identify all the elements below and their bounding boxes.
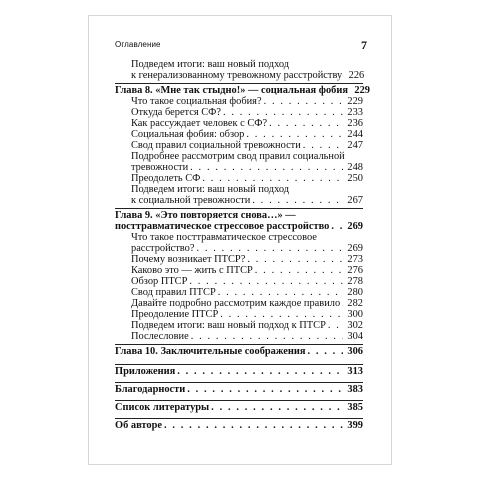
dot-leader [190, 162, 343, 173]
dot-leader [328, 320, 343, 331]
dot-leader [196, 243, 343, 254]
divider [115, 83, 363, 84]
toc-entry-page: 304 [347, 331, 363, 342]
dot-leader [331, 221, 343, 232]
back-matter-title: Приложения [115, 366, 176, 377]
back-matter-entry [115, 402, 363, 413]
toc-entry-page: 229 [347, 96, 363, 107]
toc-entry [115, 140, 363, 151]
toc-entry [115, 96, 363, 107]
chapter-heading [115, 346, 363, 357]
toc-entry-text: Подведем итоги: ваш новый подход к ПТСР [131, 320, 326, 331]
toc-entry [115, 173, 363, 184]
toc-entry-page: 300 [347, 309, 363, 320]
back-matter-title: Благодарности [115, 384, 186, 395]
back-matter-page: 399 [347, 420, 363, 431]
toc-entry-page: 269 [347, 243, 363, 254]
dot-leader [164, 420, 343, 431]
dot-leader [247, 254, 343, 265]
toc-entry-text: Почему возникает ПТСР? [131, 254, 246, 265]
toc-entry-text: Свод правил ПТСР [131, 287, 216, 298]
toc-entry-page: 248 [347, 162, 363, 173]
dot-leader [189, 276, 343, 287]
dot-leader [252, 195, 343, 206]
dot-leader [264, 96, 343, 107]
toc-entry [115, 254, 363, 265]
toc-entry-text: Послесловие [131, 331, 189, 342]
toc-entry [115, 129, 363, 140]
toc-entry-page: 226 [348, 70, 365, 81]
toc-entry-line: Что такое посттравматическое стрессовое [131, 232, 317, 243]
toc-entry [115, 298, 363, 309]
toc-entry [115, 107, 363, 118]
back-matter-entry [115, 420, 363, 431]
back-matter-page: 385 [347, 402, 363, 413]
toc-entry-text: расстройство? [131, 243, 195, 254]
toc-entry [115, 70, 363, 81]
toc-entry-page: 233 [347, 107, 363, 118]
chapter-page: 229 [354, 85, 370, 96]
dot-leader [218, 287, 343, 298]
dot-leader [211, 402, 343, 413]
dot-leader [303, 140, 343, 151]
chapter-title: посттравматическое стрессовое расстройство [115, 221, 330, 232]
chapter-title-line: Глава 9. «Это повторяется снова…» — [115, 210, 296, 221]
dot-leader [220, 309, 343, 320]
toc-entry-line: Подробнее рассмотрим свод правил социальной [131, 151, 345, 162]
chapter-page: 269 [347, 221, 363, 232]
dot-leader [255, 265, 343, 276]
toc-entry [115, 195, 363, 206]
toc-entry-text: Свод правил социальной тревожности [131, 140, 301, 151]
dot-leader [307, 346, 343, 357]
toc-entry [115, 118, 363, 129]
running-title: Оглавление [115, 40, 161, 49]
toc-entry-text: к генерализованному тревожному расстройству [131, 70, 343, 81]
table-of-contents [115, 59, 370, 431]
chapter-title: Глава 8. «Мне так стыдно!» — социальная фобия [115, 85, 348, 96]
back-matter-title: Список литературы [115, 402, 210, 413]
toc-entry-text: Как рассуждает человек с СФ? [131, 118, 268, 129]
toc-entry-page: 280 [347, 287, 363, 298]
toc-entry [115, 320, 363, 331]
toc-entry-page: 276 [347, 265, 363, 276]
running-header [115, 38, 367, 54]
toc-entry [115, 243, 363, 254]
divider [115, 382, 363, 383]
toc-entry [115, 162, 363, 173]
toc-entry-text: Что такое социальная фобия? [131, 96, 262, 107]
toc-entry [115, 309, 363, 320]
back-matter-page: 383 [347, 384, 363, 395]
chapter-page: 306 [347, 346, 363, 357]
chapter-title: Глава 10. Заключительные соображения [115, 346, 306, 357]
toc-entry-text: Каково это — жить с ПТСР [131, 265, 253, 276]
toc-entry-text: Откуда берется СФ? [131, 107, 221, 118]
toc-entry-page: 250 [347, 173, 363, 184]
back-matter-page: 313 [347, 366, 363, 377]
toc-entry-page: 236 [347, 118, 363, 129]
chapter-heading [115, 85, 370, 96]
toc-entry-page: 273 [347, 254, 363, 265]
book-page [88, 15, 392, 465]
toc-entry-text: тревожности [131, 162, 189, 173]
toc-entry-page: 302 [347, 320, 363, 331]
chapter-heading [115, 221, 363, 232]
dot-leader [177, 366, 343, 377]
back-matter-entry [115, 384, 363, 395]
toc-entry-text: к социальной тревожности [131, 195, 251, 206]
toc-entry-page: 247 [347, 140, 363, 151]
dot-leader [187, 384, 343, 395]
toc-entry [115, 265, 363, 276]
dot-leader [342, 298, 343, 309]
dot-leader [246, 129, 343, 140]
toc-entry-page: 278 [347, 276, 363, 287]
toc-entry [115, 287, 363, 298]
divider [115, 418, 363, 419]
toc-entry-text: Преодолеть СФ [131, 173, 201, 184]
toc-entry-text: Обзор ПТСР [131, 276, 188, 287]
toc-entry-text: Преодоление ПТСР [131, 309, 219, 320]
divider [115, 344, 363, 345]
back-matter-entry [115, 366, 363, 377]
toc-entry-line: Подведем итоги: ваш новый подход [131, 59, 290, 70]
toc-entry [115, 276, 363, 287]
toc-entry-page: 244 [347, 129, 363, 140]
divider [115, 208, 363, 209]
toc-entry-text: Социальная фобия: обзор [131, 129, 245, 140]
toc-entry-page: 282 [347, 298, 363, 309]
toc-entry [115, 331, 363, 342]
toc-entry-text: Давайте подробно рассмотрим каждое правило [131, 298, 341, 309]
back-matter-title: Об авторе [115, 420, 162, 431]
toc-entry-page: 267 [347, 195, 363, 206]
dot-leader [202, 173, 343, 184]
dot-leader [269, 118, 343, 129]
dot-leader [191, 331, 343, 342]
divider [115, 364, 363, 365]
dot-leader [223, 107, 343, 118]
toc-entry-line: Подведем итоги: ваш новый подход [131, 184, 290, 195]
page-number: 7 [361, 38, 367, 52]
divider [115, 400, 363, 401]
